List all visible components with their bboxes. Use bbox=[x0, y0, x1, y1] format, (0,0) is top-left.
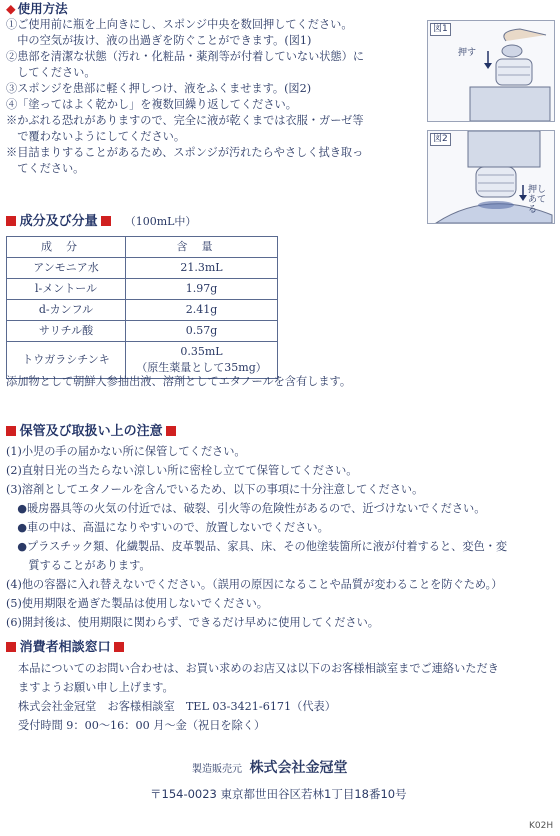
table-row bbox=[7, 321, 278, 342]
usage-heading: ◆ 使用方法 bbox=[6, 1, 68, 16]
composition-note: （100mL中） bbox=[124, 215, 197, 228]
ingredient-name: トウガラシチンキ bbox=[7, 342, 126, 379]
usage-line: してください。 bbox=[6, 66, 96, 79]
usage-line: ①ご使用前に瓶を上向きにし、スポンジ中央を数回押してください。 bbox=[6, 18, 353, 31]
ingredient-name: d-カンフル bbox=[7, 300, 126, 321]
diamond-icon: ◆ bbox=[6, 1, 16, 16]
storage-line: (6)開封後は、使用期限に関わらず、できるだけ早めに使用してください。 bbox=[6, 616, 379, 629]
figure-1-caption: 押す bbox=[458, 48, 477, 58]
storage-line: (3)溶剤としてエタノールを含んでいるため、以下の事項に十分注意してください。 bbox=[6, 483, 424, 496]
manufacturer-address: 〒154-0023 東京都世田谷区若林1丁目18番10号 bbox=[150, 787, 407, 801]
usage-line: ※かぶれる恐れがありますので、完全に液が乾くまでは衣服・ガーゼ等 bbox=[6, 114, 364, 127]
table-row bbox=[7, 300, 278, 321]
usage-line: ※目詰まりすることがあるため、スポンジが汚れたらやさしく拭き取っ bbox=[6, 146, 364, 159]
storage-line: (5)使用期限を過ぎた製品は使用しないでください。 bbox=[6, 597, 268, 610]
storage-line: 質することがあります。 bbox=[6, 559, 151, 572]
bottle-press-illustration bbox=[428, 21, 554, 121]
usage-text bbox=[6, 17, 364, 177]
composition-heading bbox=[6, 214, 196, 230]
ingredient-name: アンモニア水 bbox=[7, 258, 126, 279]
ingredient-amount: 0.35mL bbox=[180, 345, 223, 358]
figure-1 bbox=[427, 20, 555, 122]
red-square-icon bbox=[166, 426, 176, 436]
manufacturer-label: 製造販売元 bbox=[192, 764, 242, 775]
ingredient-amount: 0.57g bbox=[126, 321, 278, 342]
figure-2 bbox=[427, 130, 555, 224]
ingredient-name: l-メントール bbox=[7, 279, 126, 300]
usage-line: てください。 bbox=[6, 162, 85, 175]
usage-line: で覆わないようにしてください。 bbox=[6, 130, 186, 143]
additives-text: 添加物として朝鮮人参抽出液、溶剤としてエタノールを含有します。 bbox=[6, 375, 352, 388]
column-header-amount: 含量 bbox=[126, 237, 278, 258]
red-square-icon bbox=[6, 642, 16, 652]
ingredient-amount: 2.41g bbox=[126, 300, 278, 321]
table-row bbox=[7, 258, 278, 279]
red-square-icon bbox=[101, 216, 111, 226]
figure-1-label: 図1 bbox=[430, 23, 451, 36]
usage-line: ③スポンジを患部に軽く押しつけ、液をふくませます。(図2) bbox=[6, 82, 312, 95]
usage-line: ④「塗ってはよく乾かし」を複数回繰り返してください。 bbox=[6, 98, 297, 111]
red-square-icon bbox=[6, 426, 16, 436]
composition-table bbox=[6, 236, 278, 379]
red-square-icon bbox=[114, 642, 124, 652]
storage-line: ●車の中は、高温になりやすいので、放置しないでください。 bbox=[6, 521, 329, 534]
storage-heading bbox=[6, 424, 176, 440]
consult-line: ますようお願い申し上げます。 bbox=[18, 681, 174, 694]
usage-line: 中の空気が抜け、液の出過ぎを防ぐことができます。(図1) bbox=[6, 34, 312, 47]
figure-2-caption: 押し あてる bbox=[528, 185, 547, 215]
red-square-icon bbox=[6, 216, 16, 226]
storage-title: 保管及び取扱い上の注意 bbox=[19, 424, 163, 439]
storage-line: (4)他の容器に入れ替えないでください。（誤用の原因になることや品質が変わることを防ぐため。） bbox=[6, 578, 503, 591]
consult-line: 株式会社金冠堂 お客様相談室 TEL 03-3421-6171（代表） bbox=[18, 700, 336, 713]
storage-line: ●プラスチック類、化繊製品、皮革製品、家具、床、その他塗装箇所に液が付着すると、変色・変 bbox=[6, 540, 508, 553]
manufacturer bbox=[192, 760, 348, 778]
manufacturer-name: 株式会社金冠堂 bbox=[249, 760, 348, 776]
consult-text bbox=[18, 661, 499, 734]
consult-line: 受付時間 9：00～16：00 月～金（祝日を除く） bbox=[18, 719, 266, 732]
consult-heading bbox=[6, 640, 124, 656]
column-header-ingredient: 成分 bbox=[7, 237, 126, 258]
ingredient-amount-note: （原生薬量として35mg） bbox=[136, 361, 267, 374]
ingredient-amount: 21.3mL bbox=[126, 258, 278, 279]
ingredient-amount: 1.97g bbox=[126, 279, 278, 300]
ingredient-amount-cell bbox=[126, 342, 278, 379]
ingredient-name: サリチル酸 bbox=[7, 321, 126, 342]
storage-line: (1)小児の手の届かない所に保管してください。 bbox=[6, 445, 246, 458]
figure-2-label: 図2 bbox=[430, 133, 451, 146]
consult-line: 本品についてのお問い合わせは、お買い求めのお店又は以下のお客様相談室までご連絡いただき bbox=[18, 662, 499, 675]
table-row bbox=[7, 342, 278, 379]
product-code: K02H bbox=[529, 821, 554, 831]
storage-text bbox=[6, 444, 507, 631]
table-row bbox=[7, 279, 278, 300]
table-header-row bbox=[7, 237, 278, 258]
consult-title: 消費者相談窓口 bbox=[19, 640, 111, 655]
storage-line: (2)直射日光の当たらない涼しい所に密栓し立てて保管してください。 bbox=[6, 464, 358, 477]
composition-title: 成分及び分量 bbox=[19, 214, 98, 229]
usage-line: ②患部を清潔な状態（汚れ・化粧品・薬剤等が付着していない状態）に bbox=[6, 50, 365, 63]
storage-line: ●暖房器具等の火気の付近では、破裂、引火等の危険性があるので、近づけないでください。 bbox=[6, 502, 486, 515]
